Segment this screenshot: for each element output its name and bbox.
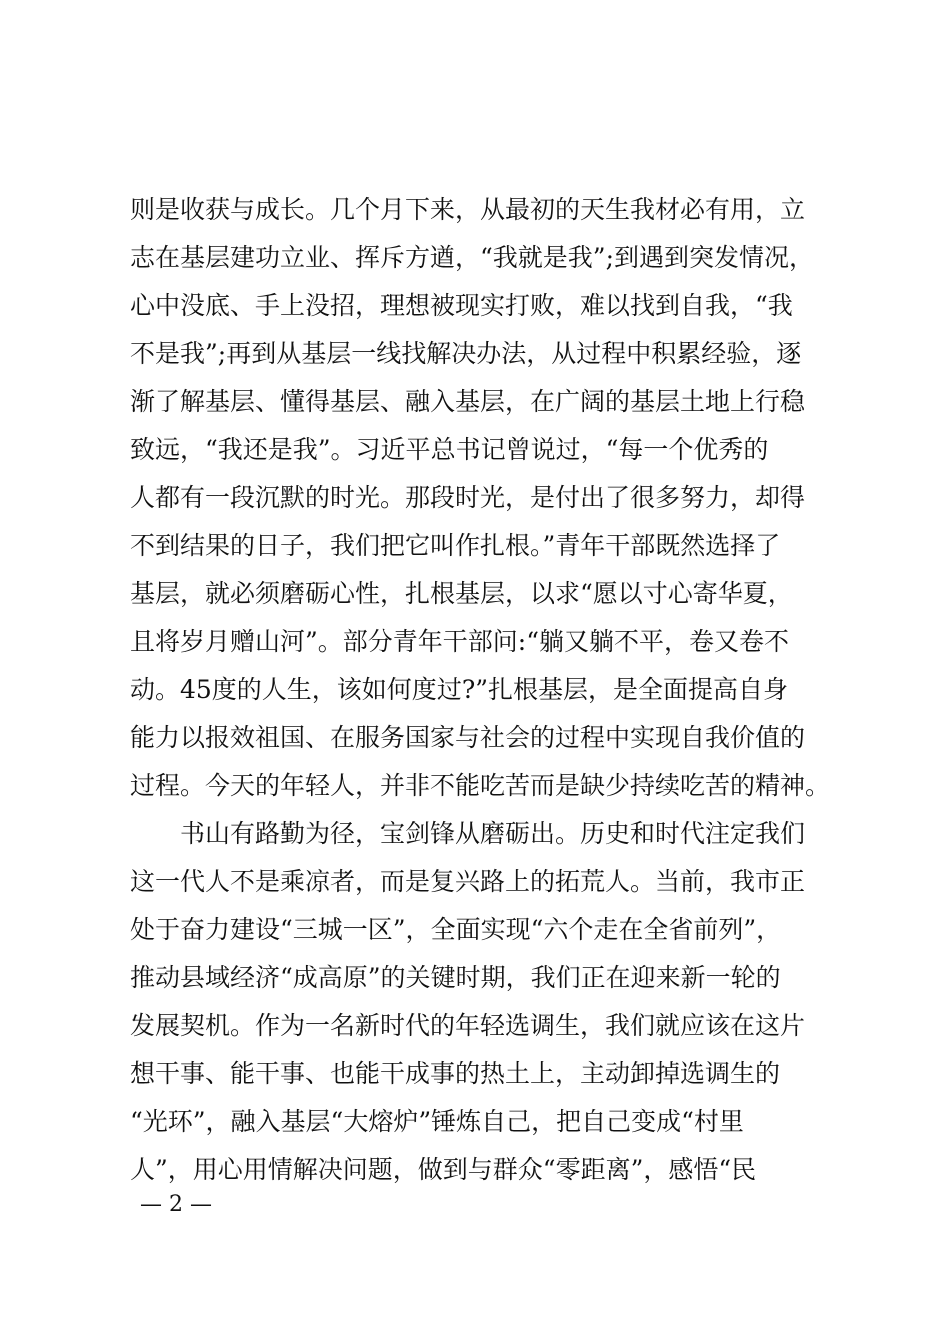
text-line: 不是我”;再到从基层一线找解决办法，从过程中积累经验，逐 — [130, 339, 802, 368]
text-line: 想干事、能干事、也能干成事的热土上，主动卸掉选调生的 — [130, 1059, 781, 1088]
text-line: 基层，就必须磨砺心性，扎根基层，以求“愿以寸心寄华夏， — [130, 579, 793, 608]
text-line: 处于奋力建设“三城一区”，全面实现“六个走在全省前列”， — [130, 915, 782, 944]
text-line: 致远，“我还是我”。习近平总书记曾说过，“每一个优秀的 — [130, 435, 769, 464]
page-number: — 2 — — [140, 1192, 212, 1217]
text-line: 人都有一段沉默的时光。那段时光，是付出了很多努力，却得 — [130, 483, 806, 512]
text-line: 渐了解基层、懂得基层、融入基层，在广阔的基层土地上行稳 — [130, 387, 806, 416]
text-line: 动。45度的人生，该如何度过?”扎根基层，是全面提高自身 — [130, 675, 788, 704]
body-text — [130, 186, 840, 1194]
paragraph-2 — [130, 810, 840, 1194]
text-line: 这一代人不是乘凉者，而是复兴路上的拓荒人。当前，我市正 — [130, 867, 806, 896]
text-line: 且将岁月赠山河”。部分青年干部问:“躺又躺不平，卷又卷不 — [130, 627, 789, 656]
text-line: 不到结果的日子，我们把它叫作扎根。”青年干部既然选择了 — [130, 531, 781, 560]
text-line: 志在基层建功立业、挥斥方遒，“我就是我”;到遇到突发情况， — [130, 243, 814, 272]
text-line: 发展契机。作为一名新时代的年轻选调生，我们就应该在这片 — [130, 1011, 806, 1040]
text-line: 过程。今天的年轻人，并非不能吃苦而是缺少持续吃苦的精神。 — [130, 771, 831, 800]
text-line: 推动县域经济“成高原”的关键时期，我们正在迎来新一轮的 — [130, 963, 781, 992]
paragraph-1 — [130, 186, 840, 810]
text-line: 书山有路勤为径，宝剑锋从磨砺出。历史和时代注定我们 — [180, 819, 806, 848]
text-line: 心中没底、手上没招，理想被现实打败，难以找到自我，“我 — [130, 291, 793, 320]
text-line: 则是收获与成长。几个月下来，从最初的天生我材必有用，立 — [130, 195, 806, 224]
text-line: 人”，用心用情解决问题，做到与群众“零距离”，感悟“民 — [130, 1155, 757, 1184]
text-line: “光环”，融入基层“大熔炉”锤炼自己，把自己变成“村里 — [130, 1107, 744, 1136]
text-line: 能力以报效祖国、在服务国家与社会的过程中实现自我价值的 — [130, 723, 806, 752]
